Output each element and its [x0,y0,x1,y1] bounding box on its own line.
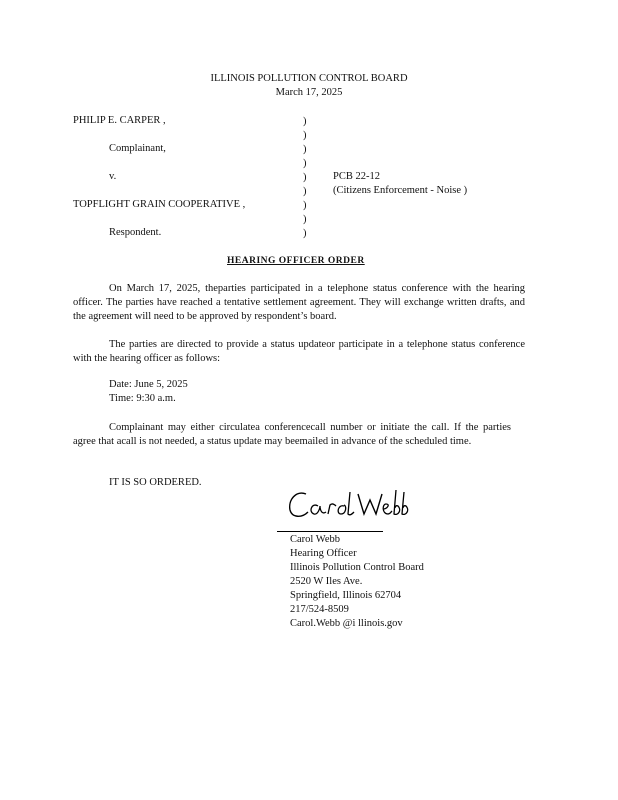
signer-name: Carol Webb [290,534,340,545]
signer-agency: Illinois Pollution Control Board [290,562,424,573]
signature-block [290,533,424,631]
case-type: (Citizens Enforcement - Noise ) [333,185,468,196]
paren-mark: ) [303,130,307,141]
respondent-label: Respondent. [109,227,162,238]
paren-mark: ) [303,116,307,127]
signer-street: 2520 W Iles Ave. [290,576,363,587]
paragraph-1: On March 17, 2025, theparties participated in a telephone status conference with the hearing officer. The parties have reached a tentative settlement agreement. They will exchange written drafts, and the agreement will need to be approved by respondent’s board. [73,283,525,322]
paren-mark: ) [303,186,307,197]
signer-city: Springfield, Illinois 62704 [290,590,402,601]
respondent-name: TOPFLIGHT GRAIN COOPERATIVE , [73,199,246,210]
handwritten-signature [284,484,414,524]
paren-mark: ) [303,228,307,239]
paren-mark: ) [303,158,307,169]
versus-label: v. [109,171,117,182]
signer-title: Hearing Officer [290,548,357,559]
signer-phone: 217/524-8509 [290,604,349,615]
caption-parentheses [303,115,307,241]
hearing-date: Date: June 5, 2025 [109,379,188,390]
hearing-time: Time: 9:30 a.m. [109,393,176,404]
paragraph-3: Complainant may either circulatea conferencecall number or initiate the call. If the parties agree that acall is not needed, a status update may beemailed in advance of the scheduled time. [73,422,511,447]
complainant-name: PHILIP E. CARPER , [73,115,166,126]
complainant-label: Complainant, [109,143,166,154]
case-number: PCB 22-12 [333,171,380,182]
document-title-text: HEARING OFFICER ORDER [227,256,365,266]
signer-email: Carol.Webb @i llinois.gov [290,618,403,629]
paren-mark: ) [303,214,307,225]
agency-heading: ILLINOIS POLLUTION CONTROL BOARD [210,73,408,84]
paragraph-2: The parties are directed to provide a status updateor participate in a telephone status conference with the hearing officer as follows: [73,339,525,364]
document-title [227,256,365,266]
order-date: March 17, 2025 [275,87,343,98]
closing-statement: IT IS SO ORDERED. [109,477,202,488]
paren-mark: ) [303,200,307,211]
paren-mark: ) [303,172,307,183]
paren-mark: ) [303,144,307,155]
signature-line [277,531,383,532]
